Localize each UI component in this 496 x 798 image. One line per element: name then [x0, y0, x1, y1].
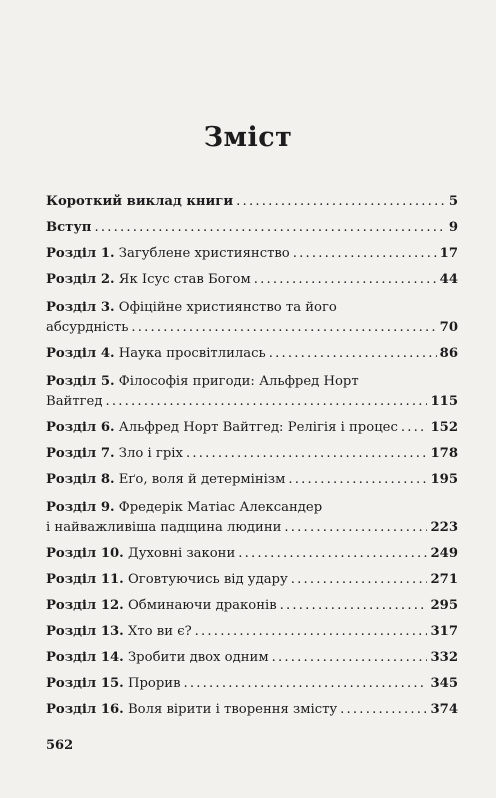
toc-entry[interactable]	[46, 701, 458, 718]
dot-leader	[284, 519, 427, 536]
entry-page: 152	[430, 420, 458, 435]
entry-label: Розділ 9.	[46, 500, 115, 515]
dot-leader	[340, 701, 427, 718]
entry-label: Розділ 11.	[46, 572, 124, 587]
entry-page: 345	[430, 676, 458, 691]
entry-title: Фредерік Матіас Александер	[118, 500, 323, 515]
entry-label: Розділ 6.	[46, 420, 115, 435]
entry-title: Оговтуючись від удару	[127, 572, 288, 587]
toc-entry[interactable]	[46, 545, 458, 562]
dot-leader	[401, 419, 428, 436]
entry-label: Розділ 5.	[46, 374, 115, 389]
entry-label: Розділ 15.	[46, 676, 124, 691]
entry-page: 374	[430, 702, 458, 717]
entry-label: Розділ 10.	[46, 546, 124, 561]
dot-leader	[186, 445, 428, 462]
table-of-contents	[46, 193, 458, 727]
entry-title: Еґо, воля й детермінізм	[118, 472, 286, 487]
entry-title-continued: і найважливіша падщина людини	[46, 520, 282, 535]
dot-leader	[254, 271, 437, 288]
toc-entry[interactable]	[46, 345, 458, 362]
toc-entry[interactable]	[46, 371, 458, 410]
dot-leader	[238, 545, 427, 562]
entry-title: Як Ісус став Богом	[118, 272, 251, 287]
entry-page: 70	[439, 320, 458, 335]
toc-entry[interactable]	[46, 219, 458, 236]
entry-label: Розділ 3.	[46, 300, 115, 315]
entry-label: Розділ 7.	[46, 446, 115, 461]
entry-page: 223	[430, 520, 458, 535]
dot-leader	[272, 649, 428, 666]
entry-page: 332	[430, 650, 458, 665]
toc-entry[interactable]	[46, 623, 458, 640]
entry-title: Офіційне християнство та його	[118, 300, 337, 315]
dot-leader	[269, 345, 437, 362]
toc-entry[interactable]	[46, 245, 458, 262]
entry-page: 17	[439, 246, 458, 261]
page-title: Зміст	[203, 122, 293, 153]
entry-label: Розділ 4.	[46, 346, 115, 361]
toc-entry[interactable]	[46, 445, 458, 462]
entry-title-continued: абсурдність	[46, 320, 129, 335]
entry-label: Вступ	[46, 220, 92, 235]
entry-title: Альфред Норт Вайтгед: Релігія і процес	[118, 420, 398, 435]
entry-page: 295	[430, 598, 458, 613]
entry-title: Загублене християнство	[118, 246, 290, 261]
entry-title: Прорив	[127, 676, 181, 691]
toc-entry[interactable]	[46, 297, 458, 336]
entry-label: Розділ 16.	[46, 702, 124, 717]
entry-page: 9	[448, 220, 458, 235]
entry-page: 86	[439, 346, 458, 361]
dot-leader	[291, 571, 428, 588]
dot-leader	[236, 193, 446, 210]
entry-page: 178	[430, 446, 458, 461]
dot-leader	[105, 393, 427, 410]
dot-leader	[195, 623, 428, 640]
entry-page: 317	[430, 624, 458, 639]
toc-entry[interactable]	[46, 649, 458, 666]
entry-title: Зло і гріх	[118, 446, 183, 461]
toc-entry[interactable]	[46, 571, 458, 588]
dot-leader	[293, 245, 437, 262]
dot-leader	[131, 319, 436, 336]
entry-page: 5	[448, 194, 458, 209]
toc-entry[interactable]	[46, 271, 458, 288]
dot-leader	[280, 597, 428, 614]
entry-page: 271	[430, 572, 458, 587]
toc-entry[interactable]	[46, 193, 458, 210]
toc-entry[interactable]	[46, 675, 458, 692]
entry-title: Наука просвітлилась	[118, 346, 266, 361]
entry-page: 195	[430, 472, 458, 487]
entry-label: Розділ 14.	[46, 650, 124, 665]
entry-title: Філософія пригоди: Альфред Норт	[118, 374, 359, 389]
entry-label: Розділ 12.	[46, 598, 124, 613]
entry-title-continued: Вайтгед	[46, 394, 103, 409]
entry-title: Зробити двох одним	[127, 650, 269, 665]
entry-label: Розділ 1.	[46, 246, 115, 261]
entry-title: Воля вірити і творення змісту	[127, 702, 338, 717]
entry-label: Розділ 8.	[46, 472, 115, 487]
entry-title: Духовні закони	[127, 546, 236, 561]
toc-entry[interactable]	[46, 471, 458, 488]
dot-leader	[288, 471, 427, 488]
entry-title: Обминаючи драконів	[127, 598, 277, 613]
entry-label: Розділ 13.	[46, 624, 124, 639]
toc-entry[interactable]	[46, 597, 458, 614]
dot-leader	[94, 219, 445, 236]
entry-label: Розділ 2.	[46, 272, 115, 287]
toc-entry[interactable]	[46, 419, 458, 436]
page-number: 562	[46, 738, 74, 753]
dot-leader	[184, 675, 428, 692]
entry-page: 44	[439, 272, 458, 287]
entry-title: Хто ви є?	[127, 624, 192, 639]
toc-entry[interactable]	[46, 497, 458, 536]
entry-page: 115	[430, 394, 458, 409]
entry-page: 249	[430, 546, 458, 561]
entry-label: Короткий виклад книги	[46, 194, 234, 209]
